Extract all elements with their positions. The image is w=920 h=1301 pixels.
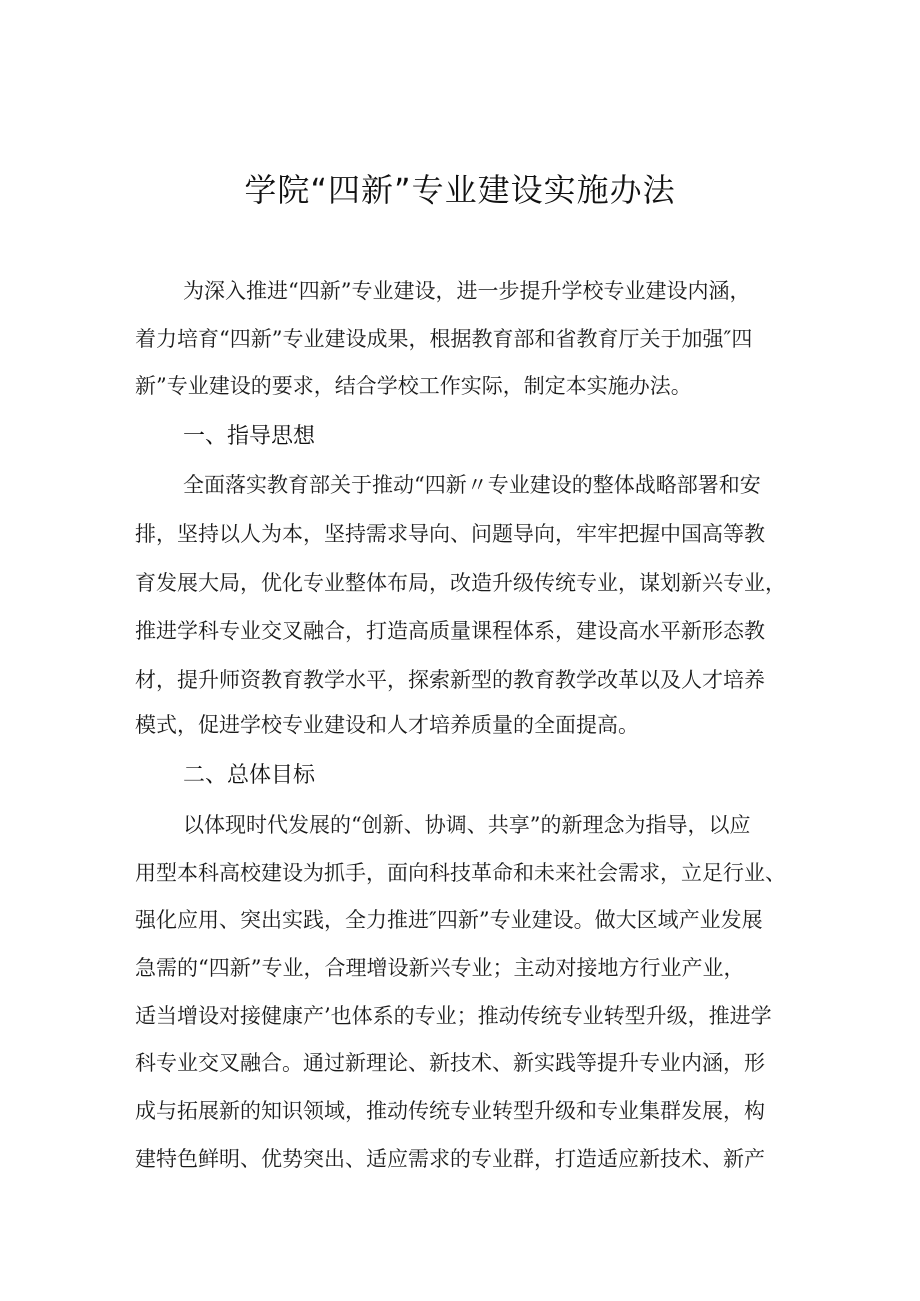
section2-line-1: 以体现时代发展的“创新、协调、共享”的新理念为指导，以应 <box>183 813 751 837</box>
section1-line-1: 全面落实教育部关于推动“四新〃专业建设的整体战略部署和安 <box>183 473 761 497</box>
section2-line-2: 用型本科高校建设为抓手，面向科技革命和未来社会需求，立足行业、 <box>135 861 786 885</box>
section1-line-3: 育发展大局，优化专业整体布局，改造升级传统专业，谋划新兴专业， <box>135 571 786 595</box>
intro-line-2: 着力培育“四新”专业建设成果，根据教育部和省教育厅关于加强″四 <box>135 327 753 351</box>
intro-line-1: 为深入推进“四新”专业建设，进一步提升学校专业建设内涵， <box>183 279 751 303</box>
section2-line-8: 建特色鲜明、优势突出、适应需求的专业群，打造适应新技术、新产 <box>135 1147 765 1171</box>
section2-line-4: 急需的“四新”专业，合理增设新兴专业；主动对接地方行业产业， <box>135 956 745 980</box>
section2-line-7: 成与拓展新的知识领域，推动传统专业转型升级和专业集群发展，构 <box>135 1099 765 1123</box>
section-heading-guiding-ideology: 一、指导思想 <box>183 424 316 449</box>
section-heading-overall-goal: 二、总体目标 <box>183 763 316 788</box>
section2-line-6: 科专业交叉融合。通过新理论、新技术、新实践等提升专业内涵，形 <box>135 1051 765 1075</box>
intro-line-3: 新”专业建设的要求，结合学校工作实际，制定本实施办法。 <box>135 374 692 398</box>
section1-line-5: 材，提升师资教育教学水平，探索新型的教育教学改革以及人才培养 <box>135 668 765 692</box>
section1-line-6: 模式，促进学校专业建设和人才培养质量的全面提高。 <box>135 713 639 737</box>
section2-line-5: 适当增设对接健康产’也体系的专业；推动传统专业转型升级，推进学 <box>135 1004 772 1028</box>
section1-line-4: 推进学科专业交叉融合，打造高质量课程体系，建设高水平新形态教 <box>135 619 765 643</box>
section2-line-3: 强化应用、突出实践，全力推进″四新”专业建设。做大区域产业发展 <box>135 908 763 932</box>
section1-line-2: 排，坚持以人为本，坚持需求导向、问题导向，牢牢把握中国高等教 <box>135 522 765 546</box>
document-title: 学院“四新”专业建设实施办法 <box>244 171 676 209</box>
